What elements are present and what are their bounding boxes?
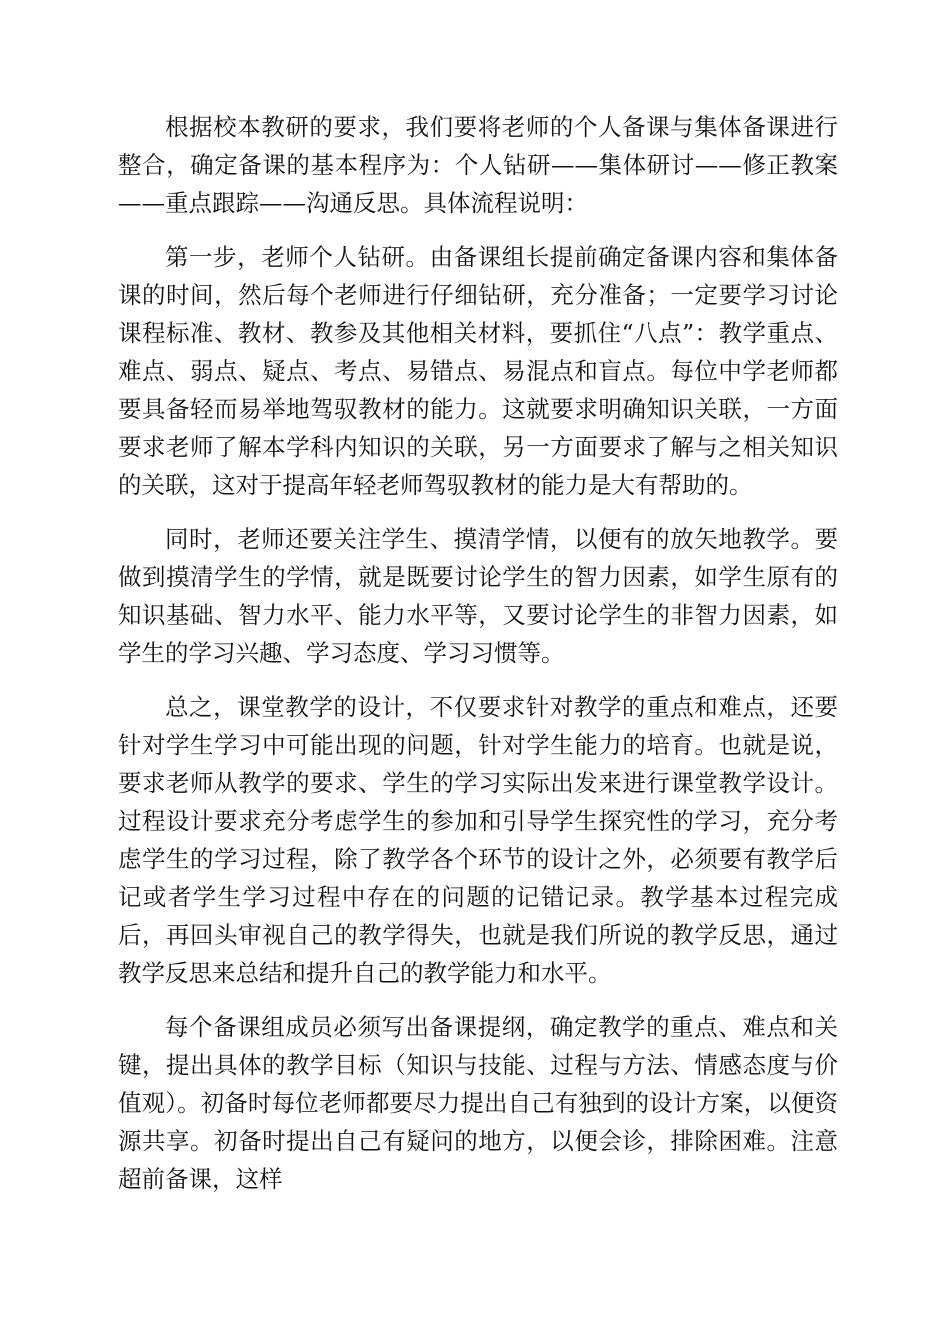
paragraph-4: 总之，课堂教学的设计，不仅要求针对教学的重点和难点，还要针对学生学习中可能出现的问题，针对学生能力的培育。也就是说，要求老师从教学的要求、学生的学习实际出发来进行课堂教学设计。过程设计要求充分考虑学生的参加和引导学生探究性的学习，充分考虑学生的学习过程，除了教学各个环节的设计之外，必须要有教学后记或者学生学习过程中存在的问题的记错记录。教学基本过程完成后，再回头审视自己的教学得失，也就是我们所说的教学反思，通过教学反思来总结和提升自己的教学能力和水平。 <box>118 693 838 987</box>
document-body <box>118 108 838 1198</box>
paragraph-5: 每个备课组成员必须写出备课提纲，确定教学的重点、难点和关键，提出具体的教学目标（知识与技能、过程与方法、情感态度与价值观）。初备时每位老师都要尽力提出自己有独到的设计方案，以便资源共享。初备时提出自己有疑问的地方，以便会诊，排除困难。注意超前备课，这样 <box>118 1013 838 1193</box>
paragraph-3: 同时，老师还要关注学生、摸清学情，以便有的放矢地教学。要做到摸清学生的学情，就是既要讨论学生的智力因素，如学生原有的知识基础、智力水平、能力水平等，又要讨论学生的非智力因素，如学生的学习兴趣、学习态度、学习习惯等。 <box>118 525 838 667</box>
paragraph-2: 第一步，老师个人钻研。由备课组长提前确定备课内容和集体备课的时间，然后每个老师进行仔细钻研，充分准备；一定要学习讨论课程标准、教材、教参及其他相关材料，要抓住“八点”：教学重点、难点、弱点、疑点、考点、易错点、易混点和盲点。每位中学老师都要具备轻而易举地驾驭教材的能力。这就要求明确知识关联，一方面要求老师了解本学科内知识的关联，另一方面要求了解与之相关知识的关联，这对于提高年轻老师驾驭教材的能力是大有帮助的。 <box>118 243 838 499</box>
paragraph-1: 根据校本教研的要求，我们要将老师的个人备课与集体备课进行整合，确定备课的基本程序为：个人钻研——集体研讨——修正教案——重点跟踪——沟通反思。具体流程说明： <box>118 113 838 217</box>
